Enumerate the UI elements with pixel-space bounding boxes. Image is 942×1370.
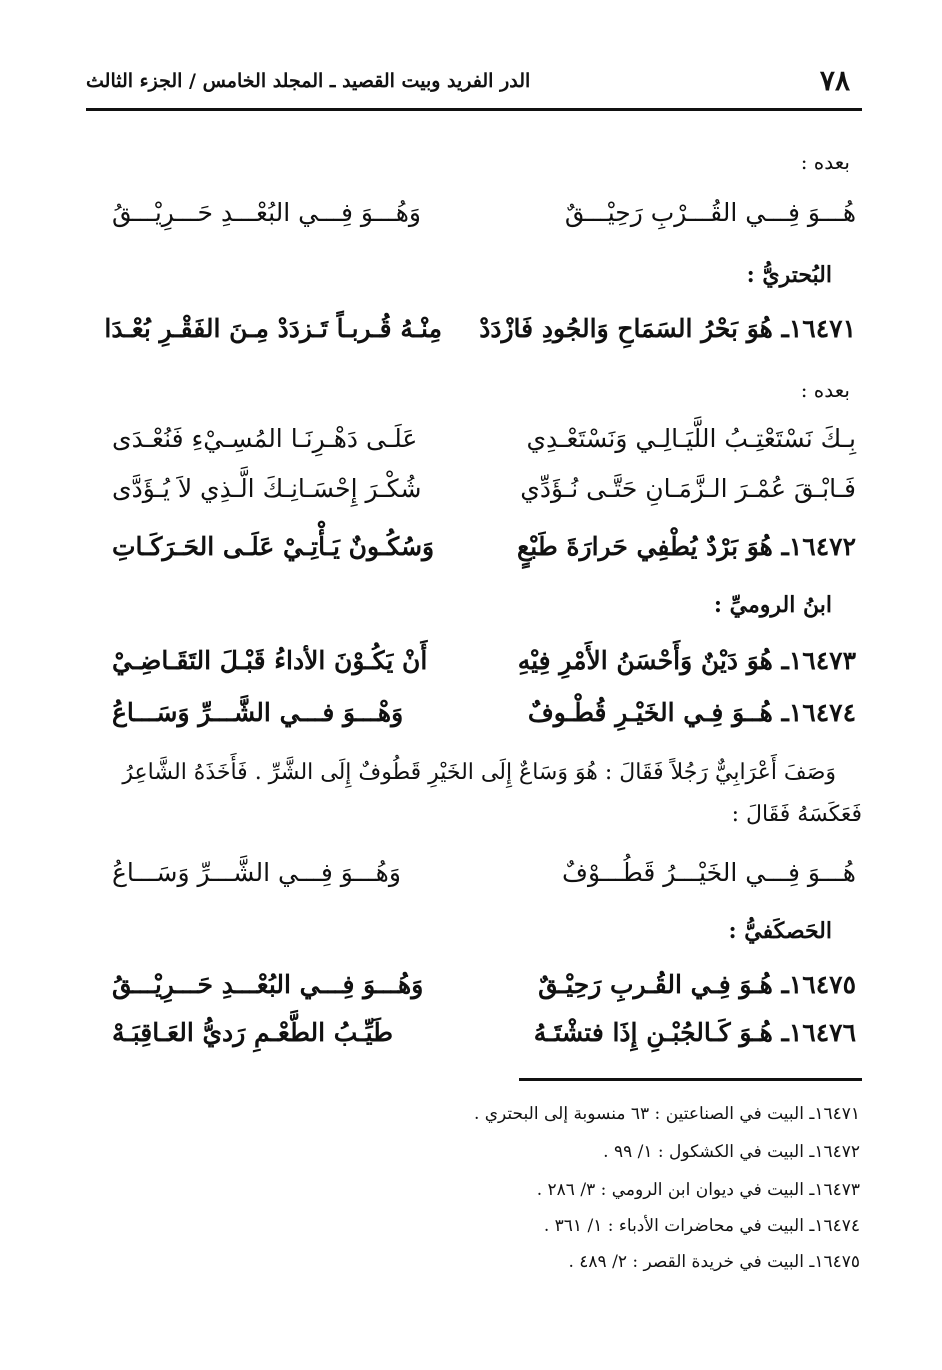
verse-hemistich-second: وَهُـــوَ فِـــي الشَّـــرِّ وَسَـــاعُ	[112, 858, 401, 887]
verse-hemistich-second: وَهُـــوَ فِـــي البُعْـــدِ حَـــرِيْـــقُ	[112, 970, 424, 999]
verse-hemistich-first: ١٦٤٧٢ـ هُوَ بَرْدٌ يُطْفِي حَرارَةَ طَبْعٍ	[516, 532, 856, 561]
footnote: ١٦٤٧٢ـ البيت في الكشكول : ١/ ٩٩ .	[603, 1142, 860, 1162]
footnote: ١٦٤٧٣ـ البيت في ديوان ابن الرومي : ٣/ ٢٨٦ .	[536, 1180, 860, 1200]
poet-name: ابنُ الروميِّ :	[713, 592, 832, 618]
footnote: ١٦٤٧٤ـ البيت في محاضرات الأدباء : ١/ ٣٦١ .	[543, 1216, 860, 1236]
verse-hemistich-second: شُكْـرَ إِحْسَـانِـكَ الَّـذِي لاَ يُـؤَدَّى	[112, 474, 422, 503]
verse-hemistich-first: هُـــوَ فِـــي القُـــرْبِ رَحِيْـــقٌ	[564, 198, 856, 227]
poet-name: الحَصكَفيُّ :	[728, 918, 832, 944]
footnote-rule	[519, 1078, 862, 1081]
verse-hemistich-first: ١٦٤٧٥ـ هُـوَ فِـي القُـربِ رَحِيْـقٌ	[538, 970, 856, 999]
running-title: الدر الفريد وبيت القصيد ـ المجلد الخامس / الجزء الثالث	[86, 70, 531, 92]
verse-hemistich-second: عَلَـى دَهْـرِنَـا المُسِـيْءِ فَنُعْـدَى	[112, 424, 418, 453]
verse-hemistich-first: فَـابْـقَ عُمْـرَ الـزَّمَـانِ حَتَّـى نُـؤَدِّي	[520, 474, 856, 503]
verse-hemistich-second: وَهْـــوَ فـــي الشَّـــرِّ وَسَـــاعُ	[112, 698, 404, 727]
footnote: ١٦٤٧١ـ البيت في الصناعتين : ٦٣ منسوبة إلى البحتري .	[473, 1104, 860, 1124]
verse-hemistich-second: أَنْ يَكُـوْنَ الأداءُ قَبْـلَ التَقَـاضِـيْ	[112, 646, 428, 675]
header-rule	[86, 108, 862, 111]
poet-name: البُحتريُّ :	[746, 262, 832, 288]
running-header	[86, 58, 850, 98]
verse-hemistich-first: ١٦٤٧٣ـ هُوَ دَيْنٌ وَأَحْسَنُ الأَمْرِ فِيْهِ	[517, 646, 856, 675]
verse-hemistich-first: ١٦٤٧٦ـ هُـوَ كَـالجُبْـنِ إِذَا فتشْتَـهُ	[533, 1018, 856, 1047]
verse-hemistich-second: وَسُكُـونٌ يَـأْتِـيْ عَلَـى الحَـرَكَـاتِ	[112, 532, 435, 561]
page-number: ٧٨	[819, 64, 850, 97]
prose-paragraph	[72, 752, 862, 836]
footnote: ١٦٤٧٥ـ البيت في خريدة القصر : ٢/ ٤٨٩ .	[568, 1252, 860, 1272]
prose-line: فَعَكَسَهُ فَقَالَ :	[731, 802, 862, 827]
verse-hemistich-first: بِـكَ نَسْتَعْتِـبُ اللَّيَـالِـي وَنَسْتَعْـدِي	[526, 424, 856, 453]
prose-line: وَصَفَ أَعْرَابِيٌّ رَجُلاً فَقَالَ : هُوَ وَسَاعٌ إِلَى الخَيْرِ قَطُوفٌ إِلَى الشَّرِّ . فَأَخَذَهُ الشَّاعِرُ	[122, 760, 836, 785]
verse-hemistich-first: هُـــوَ فِـــي الخَيْـــرُ قَطُـــوْفٌ	[562, 858, 856, 887]
verse-hemistich-first: ١٦٤٧٤ـ هُــوَ فِـي الخَيْـرِ قُطْـوفٌ	[527, 698, 856, 727]
verse-hemistich-second: مِنْـهُ قُـربـاً تَـزدَدْ مِـنَ الفَقْـرِ بُعْـدَا	[104, 314, 442, 343]
verse-hemistich-first: ١٦٤٧١ـ هُوَ بَحْرُ السَمَاحِ وَالجُودِ فَازْدَدْ	[479, 314, 856, 343]
verse-hemistich-second: وَهُـــوَ فِـــي البُعْـــدِ حَـــرِيْـــقُ	[112, 198, 422, 227]
verse-hemistich-second: طَيِّـبُ الطَّعْـمِ رَديُّ العَـاقِبَـهْ	[112, 1018, 394, 1047]
label-after: بعده :	[800, 378, 850, 402]
label-after: بعده :	[800, 150, 850, 174]
